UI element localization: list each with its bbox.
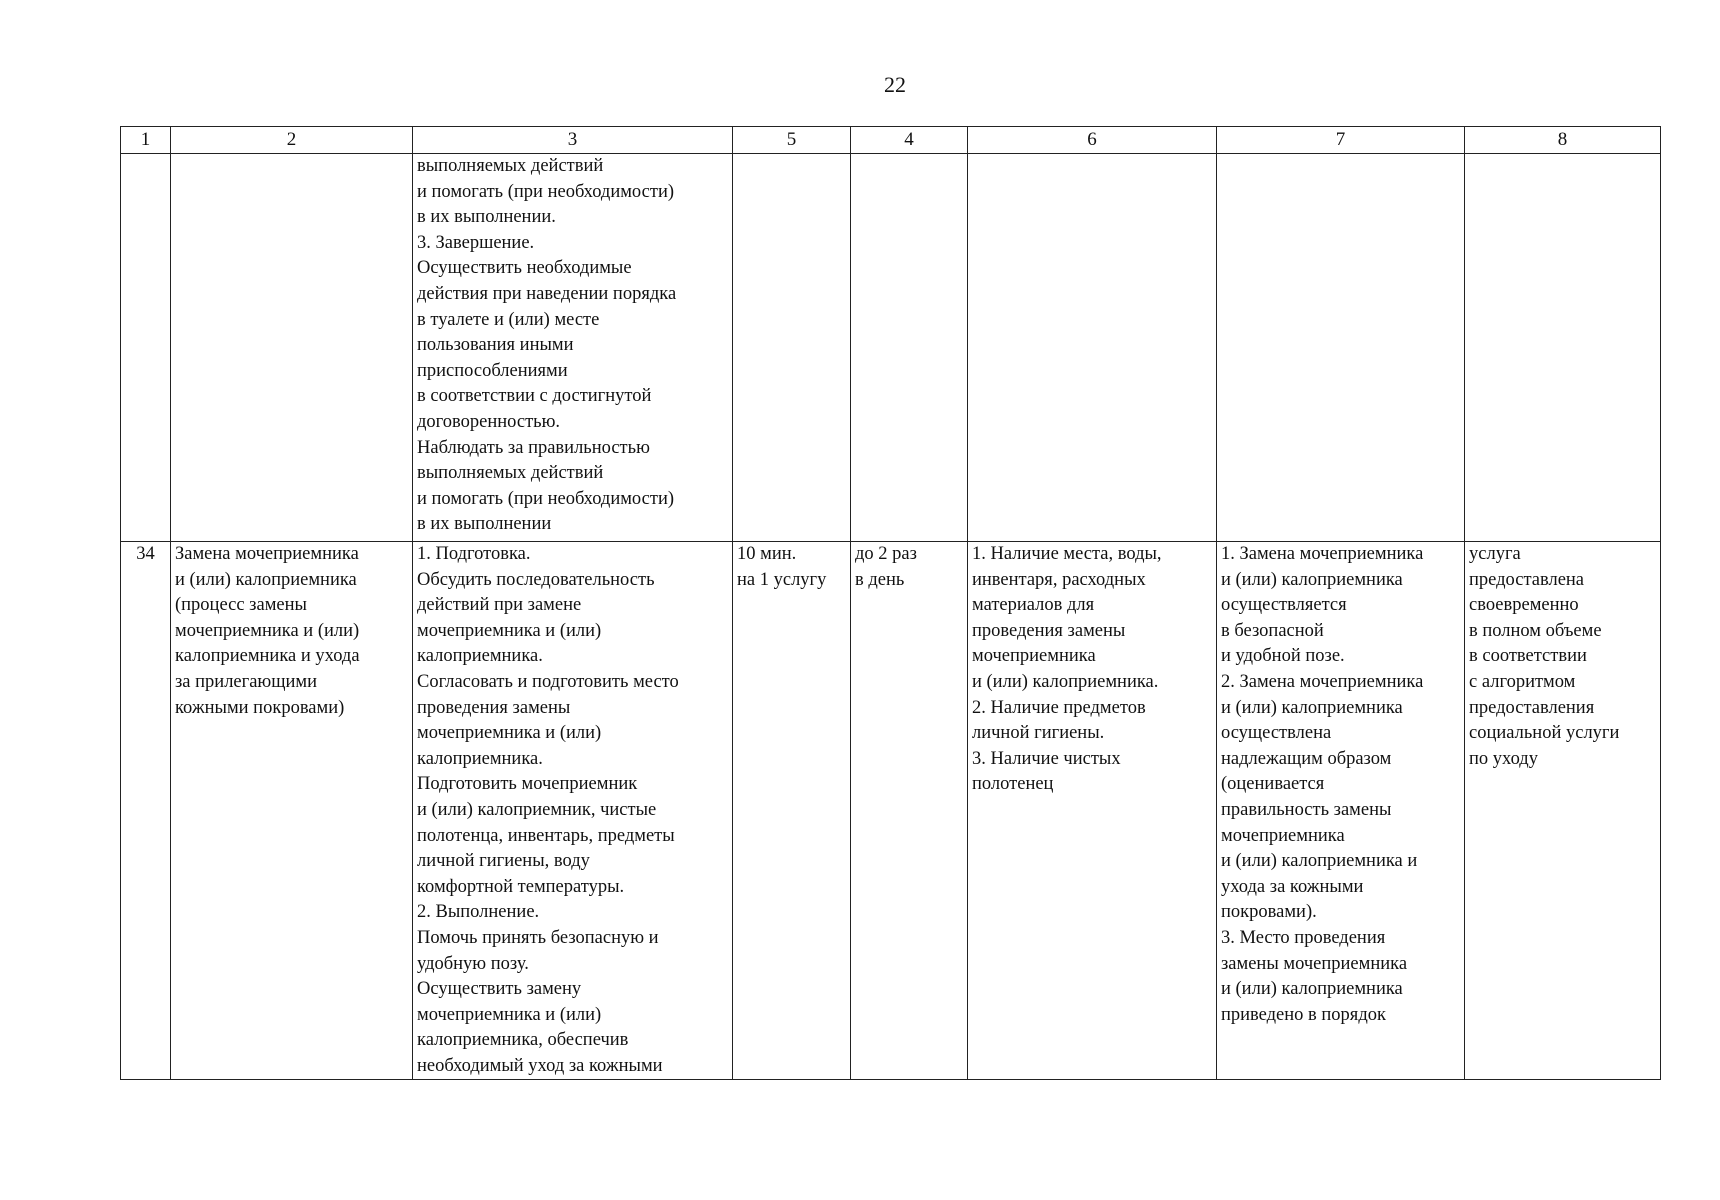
- services-table: [120, 126, 1661, 1080]
- frequency-cell: [851, 154, 968, 542]
- column-header: 7: [1217, 127, 1465, 154]
- result-cell: услуга предоставлена своевременно в полном объеме в соответствии с алгоритмом предоставления социальной услуги по уходу: [1465, 542, 1661, 1080]
- row-number-cell: 34: [121, 542, 171, 1080]
- table-row: [121, 542, 1661, 1080]
- duration-cell: 10 мин. на 1 услугу: [733, 542, 851, 1080]
- service-name-cell: Замена мочеприемника и (или) калоприемника (процесс замены мочеприемника и (или) калоприемника и ухода за прилегающими кожными покровами): [171, 542, 413, 1080]
- conditions-cell: 1. Наличие места, воды, инвентаря, расходных материалов для проведения замены мочеприемника и (или) калоприемника. 2. Наличие предметов личной гигиены. 3. Наличие чистых полотенец: [968, 542, 1217, 1080]
- table-header-row: [121, 127, 1661, 154]
- column-header: 4: [851, 127, 968, 154]
- column-header: 6: [968, 127, 1217, 154]
- table-row: [121, 154, 1661, 542]
- column-header: 2: [171, 127, 413, 154]
- quality-criteria-cell: 1. Замена мочеприемника и (или) калоприемника осуществляется в безопасной и удобной позе. 2. Замена мочеприемника и (или) калоприемника осуществлена надлежащим образом (оценивается правильность замены мочеприемника и (или) калоприемника и ухода за кожными покровами). 3. Место проведения замены мочеприемника и (или) калоприемника приведено в порядок: [1217, 542, 1465, 1080]
- page-number: 22: [884, 72, 906, 97]
- column-header: 5: [733, 127, 851, 154]
- duration-cell: [733, 154, 851, 542]
- conditions-cell: [968, 154, 1217, 542]
- service-name-cell: [171, 154, 413, 542]
- procedure-cell: выполняемых действий и помогать (при необходимости) в их выполнении. 3. Завершение. Осуществить необходимые действия при наведении порядка в туалете и (или) месте пользования иными приспособлениями в соответствии с достигнутой договоренностью. Наблюдать за правильностью выполняемых действий и помогать (при необходимости) в их выполнении: [413, 154, 733, 542]
- procedure-cell: 1. Подготовка. Обсудить последовательность действий при замене мочеприемника и (или) калоприемника. Согласовать и подготовить место проведения замены мочеприемника и (или) калоприемника. Подготовить мочеприемник и (или) калоприемник, чистые полотенца, инвентарь, предметы личной гигиены, воду комфортной температуры. 2. Выполнение. Помочь принять безопасную и удобную позу. Осуществить замену мочеприемника и (или) калоприемника, обеспечив необходимый уход за кожными: [413, 542, 733, 1080]
- column-header: 3: [413, 127, 733, 154]
- result-cell: [1465, 154, 1661, 542]
- column-header: 8: [1465, 127, 1661, 154]
- quality-criteria-cell: [1217, 154, 1465, 542]
- row-number-cell: [121, 154, 171, 542]
- frequency-cell: до 2 раз в день: [851, 542, 968, 1080]
- column-header: 1: [121, 127, 171, 154]
